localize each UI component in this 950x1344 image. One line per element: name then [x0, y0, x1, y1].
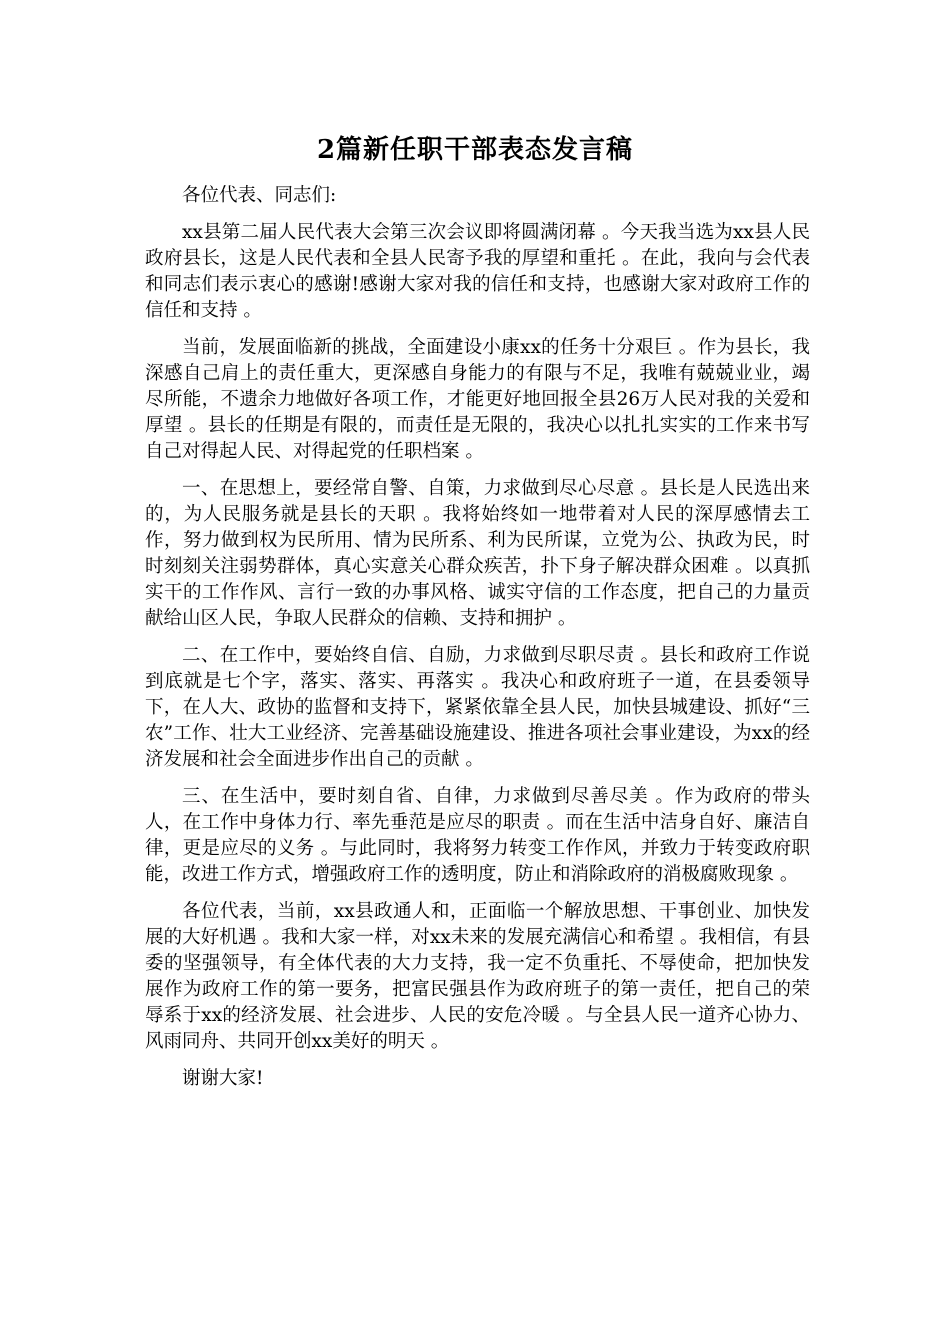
paragraph: xx县第二届人民代表大会第三次会议即将圆满闭幕 。今天我当选为xx县人民政府县长，这是人民代表和全县人民寄予我的厚望和重托 。在此，我向与会代表和同志们表示衷心的感谢!感谢大家对我的信任和支持，也感谢大家对政府工作的信任和支持 。 [145, 222, 810, 321]
document-body [145, 183, 810, 1103]
paragraph: 一、在思想上，要经常自警、自策，力求做到尽心尽意 。县长是人民选出来的，为人民服务就是县长的天职 。我将始终如一地带着对人民的深厚感情去工作，努力做到权为民所用、情为民所系、利为民所谋，立党为公、执政为民，时时刻刻关注弱势群体，真心实意关心群众疾苦，扑下身子解决群众困难 。以真抓实干的工作作风、言行一致的办事风格、诚实守信的工作态度，把自己的力量贡献给山区人民，争取人民群众的信赖、支持和拥护 。 [145, 478, 810, 629]
paragraph: 各位代表，当前，xx县政通人和，正面临一个解放思想、干事创业、加快发展的大好机遇 。我和大家一样，对xx未来的发展充满信心和希望 。我相信，有县委的坚强领导，有全体代表的大力支持，我一定不负重托、不辱使命，把加快发展作为政府工作的第一要务，把富民强县作为政府班子的第一责任，把自己的荣辱系于xx的经济发展、社会进步、人民的安危冷暖 。与全县人民一道齐心协力、风雨同舟、共同开创xx美好的明天 。 [145, 901, 810, 1052]
document-title: 2篇新任职干部表态发言稿 [316, 135, 634, 165]
paragraph: 当前，发展面临新的挑战，全面建设小康xx的任务十分艰巨 。作为县长，我深感自己肩上的责任重大，更深感自身能力的有限与不足，我唯有兢兢业业，竭尽所能，不遗余力地做好各项工作，才能更好地回报全县26万人民对我的关爱和厚望 。县长的任期是有限的，而责任是无限的，我决心以扎扎实实的工作来书写自己对得起人民、对得起党的任职档案 。 [145, 337, 810, 462]
paragraph: 三、在生活中，要时刻自省、自律，力求做到尽善尽美 。作为政府的带头人，在工作中身体力行、率先垂范是应尽的职责 。而在生活中洁身自好、廉洁自律，更是应尽的义务 。与此同时，我将努力转变工作作风，并致力于转变政府职能，改进工作方式，增强政府工作的透明度，防止和消除政府的消极腐败现象 。 [145, 786, 810, 885]
salutation: 各位代表、同志们: [182, 185, 337, 206]
closing-line: 谢谢大家! [182, 1068, 264, 1089]
paragraph: 二、在工作中，要始终自信、自励，力求做到尽职尽责 。县长和政府工作说到底就是七个字，落实、落实、再落实 。我决心和政府班子一道，在县委领导下，在人大、政协的监督和支持下，紧紧依靠全县人民，加快县城建设、抓好“三农”工作、壮大工业经济、完善基础设施建设、推进各项社会事业建设，为xx的经济发展和社会全面进步作出自己的贡献 。 [145, 645, 810, 770]
